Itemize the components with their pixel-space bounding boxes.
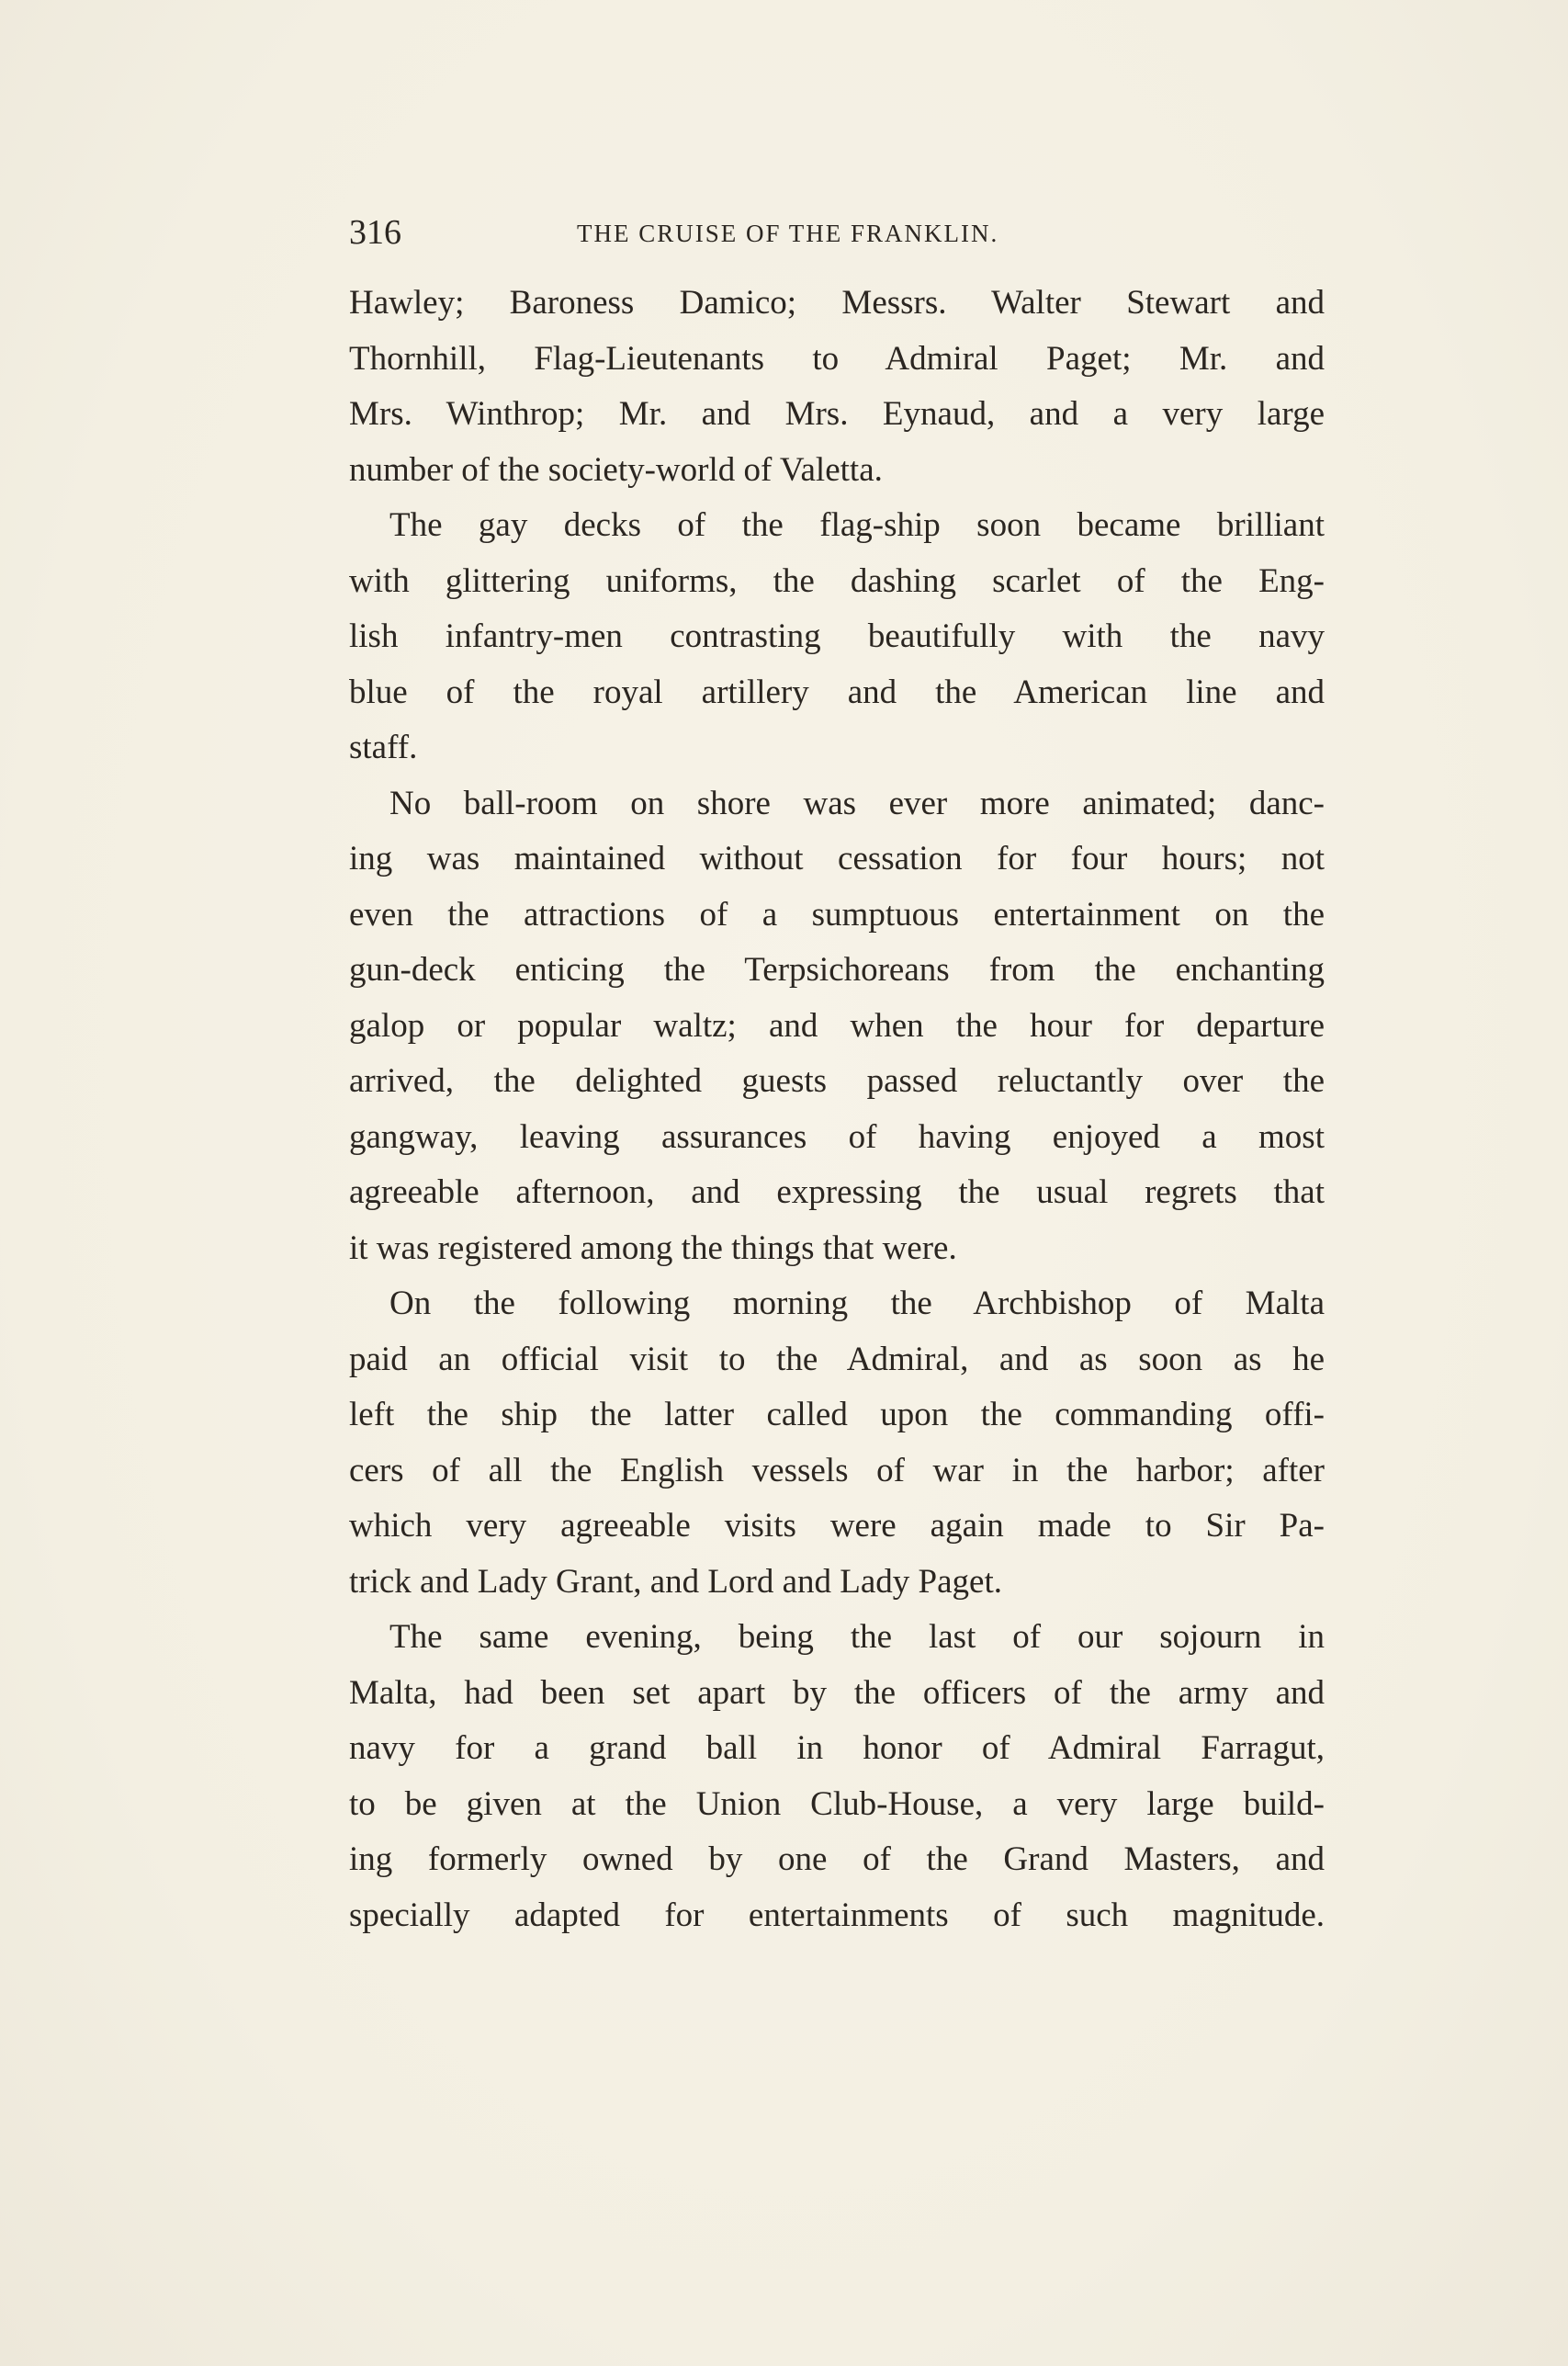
text-line: gun-deck enticing the Terpsichoreans from the enchanting: [349, 951, 1325, 989]
running-title: THE CRUISE OF THE FRANKLIN.: [577, 220, 999, 247]
text-line: ing formerly owned by one of the Grand Masters, and: [349, 1840, 1325, 1878]
text-line: The gay decks of the flag-ship soon became brilliant: [389, 506, 1325, 544]
text-line: Malta, had been set apart by the officers of the army and: [349, 1673, 1325, 1712]
text-line: lish infantry-men contrasting beautifully with the navy: [349, 617, 1325, 655]
text-line: which very agreeable visits were again made to Sir Pa-: [349, 1507, 1325, 1545]
body-text: [349, 276, 1325, 1943]
text-line: ing was maintained without cessation for four hours; not: [349, 840, 1325, 877]
text-line: The same evening, being the last of our sojourn in: [389, 1618, 1325, 1656]
text-line: agreeable afternoon, and expressing the usual regrets that: [349, 1173, 1325, 1211]
text-line: even the attractions of a sumptuous entertainment on the: [349, 895, 1325, 934]
text-line: left the ship the latter called upon the commanding offi-: [349, 1396, 1325, 1433]
text-line: specially adapted for entertainments of such magnitude.: [349, 1896, 1325, 1934]
text-line: blue of the royal artillery and the American line and: [349, 673, 1325, 711]
text-line: it was registered among the things that were.: [349, 1228, 957, 1267]
text-line: Hawley; Baroness Damico; Messrs. Walter Stewart and: [349, 284, 1325, 322]
text-line: to be given at the Union Club-House, a very large build-: [349, 1784, 1325, 1823]
text-line: gangway, leaving assurances of having enjoyed a most: [349, 1117, 1325, 1156]
text-line: No ball-room on shore was ever more animated; danc-: [389, 784, 1325, 822]
text-line: navy for a grand ball in honor of Admiral Farragut,: [349, 1729, 1325, 1767]
text-line: On the following morning the Archbishop of Malta: [389, 1285, 1325, 1322]
text-line: staff.: [349, 729, 418, 766]
text-line: paid an official visit to the Admiral, and as soon as he: [349, 1340, 1325, 1378]
page-number: 316: [349, 213, 401, 252]
text-line: Thornhill, Flag-Lieutenants to Admiral Paget; Mr. and: [349, 339, 1325, 378]
text-line: cers of all the English vessels of war in the harbor; after: [349, 1451, 1325, 1489]
text-line: Mrs. Winthrop; Mr. and Mrs. Eynaud, and a very large: [349, 395, 1325, 433]
running-head: [349, 209, 1325, 255]
text-line: trick and Lady Grant, and Lord and Lady Paget.: [349, 1562, 1002, 1601]
text-line: number of the society-world of Valetta.: [349, 450, 883, 489]
text-line: with glittering uniforms, the dashing scarlet of the Eng-: [349, 561, 1325, 600]
text-line: arrived, the delighted guests passed reluctantly over the: [349, 1062, 1325, 1100]
text-line: galop or popular waltz; and when the hour for departure: [349, 1006, 1325, 1045]
